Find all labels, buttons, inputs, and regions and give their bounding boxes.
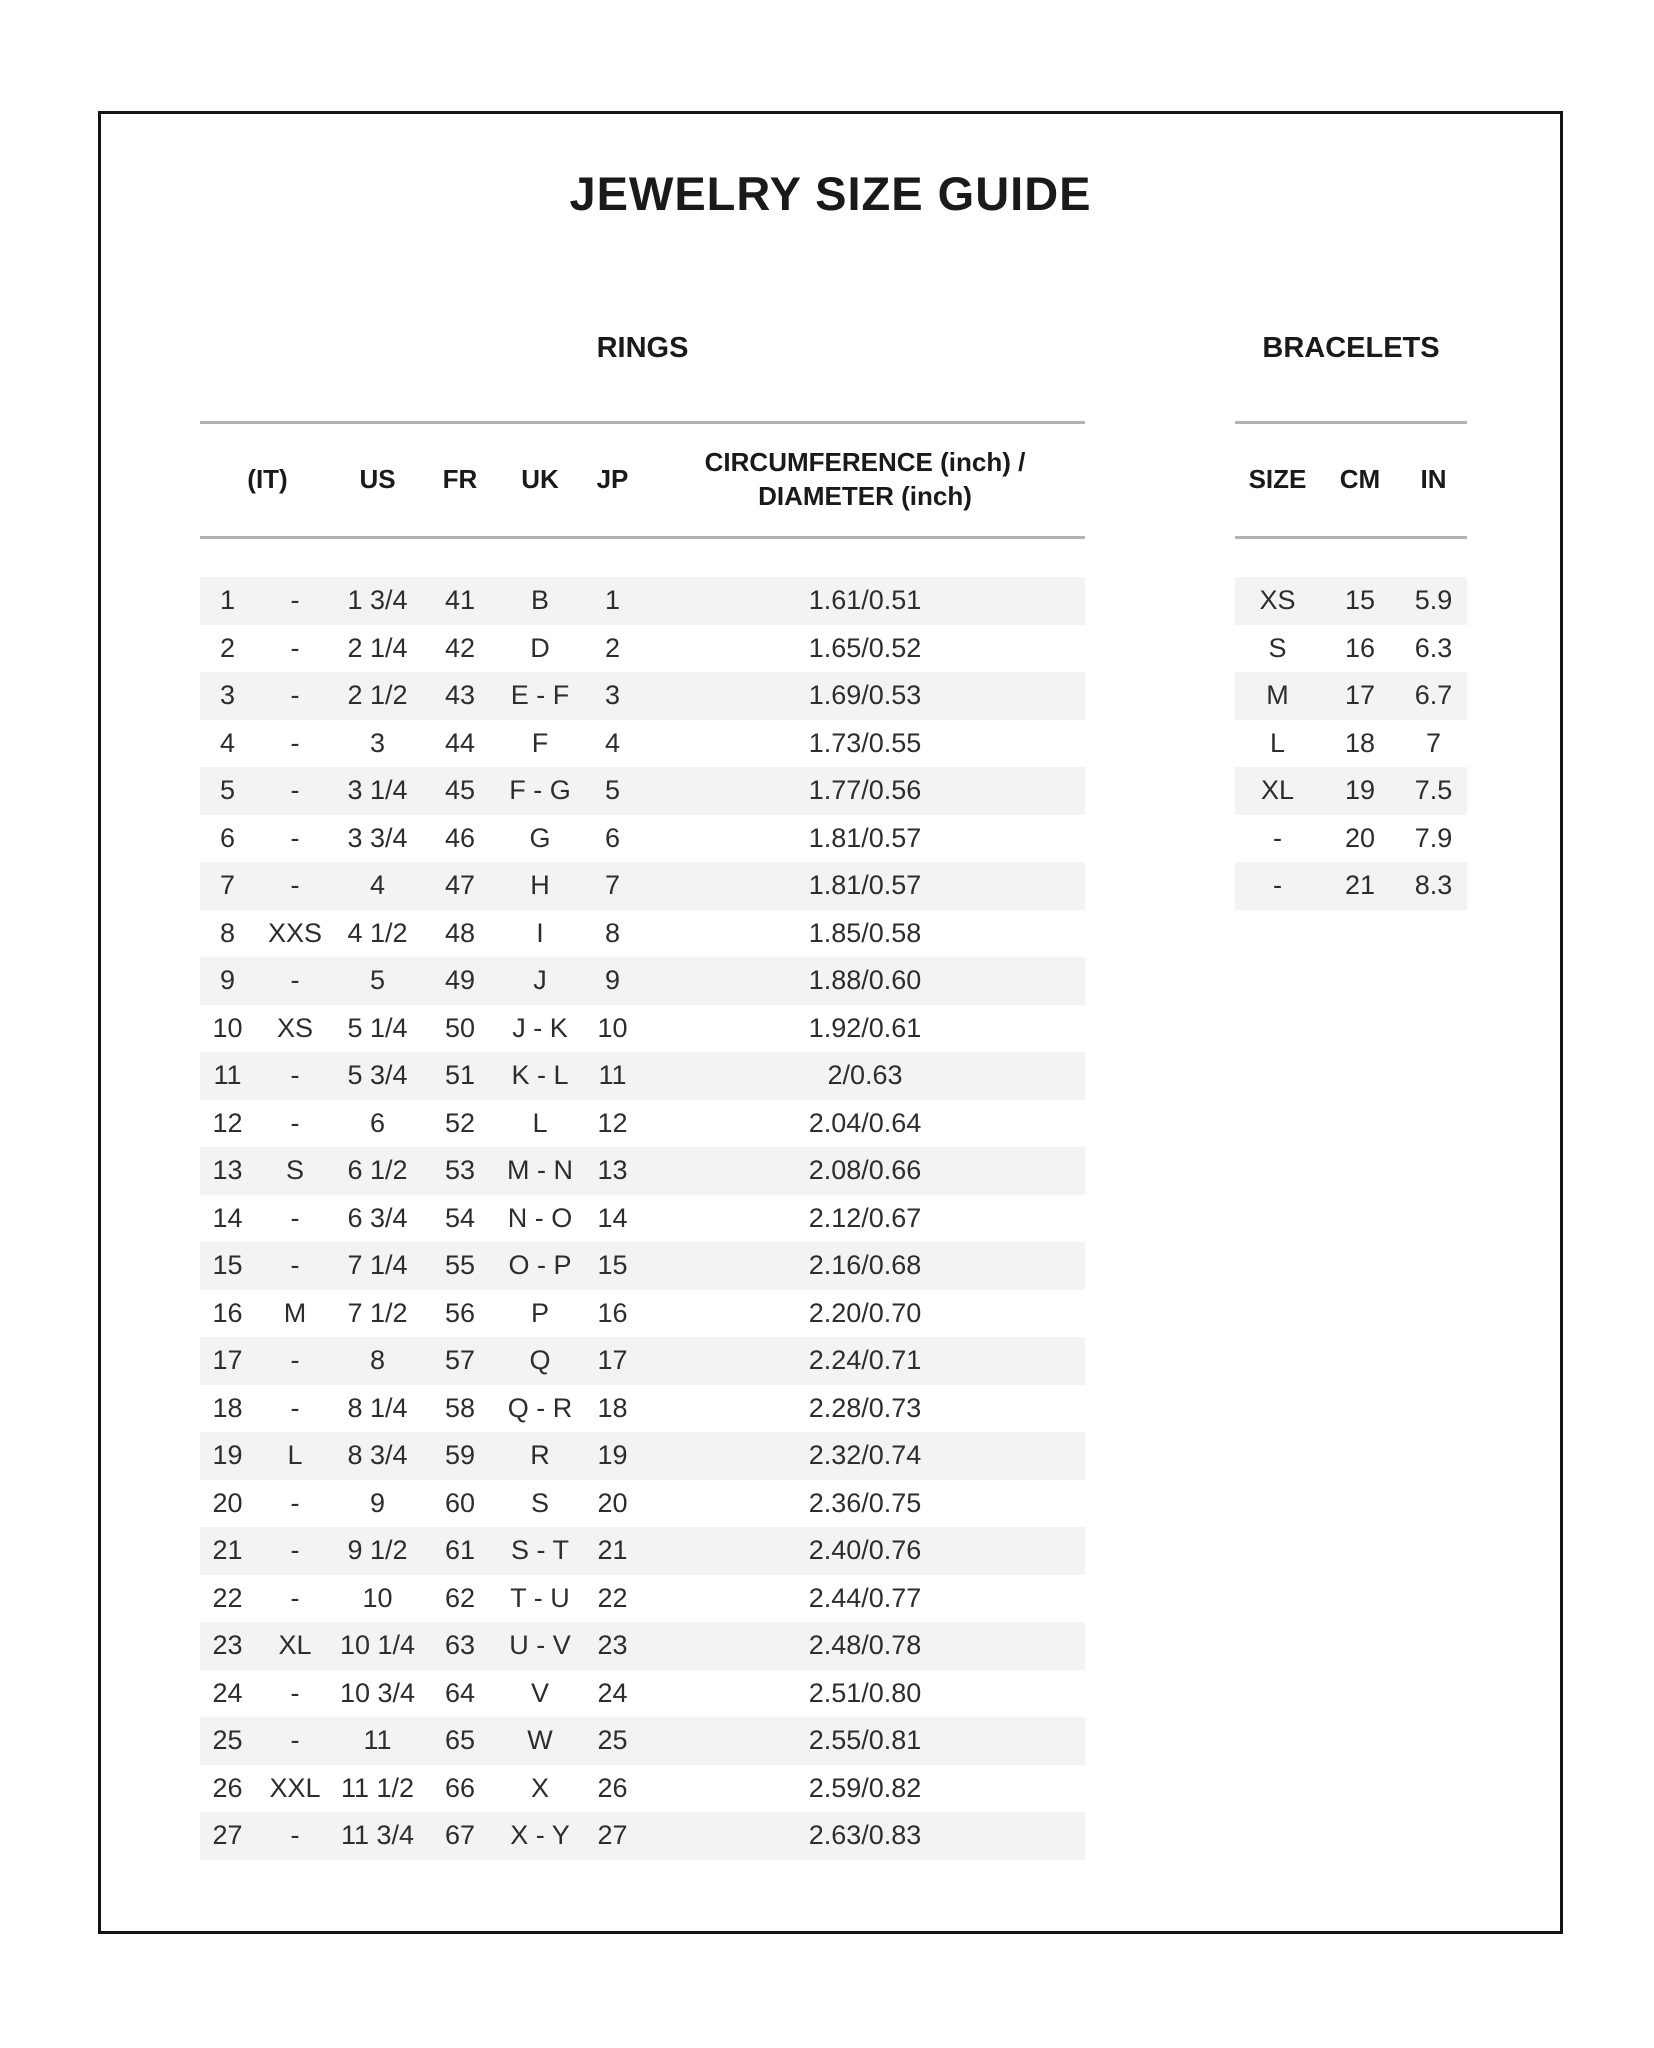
table-cell: 5: [604, 775, 621, 806]
table-cell: 57: [444, 1345, 476, 1376]
table-cell: 1.92/0.61: [808, 1012, 922, 1043]
bracelets-section-title: BRACELETS: [1262, 332, 1440, 364]
table-cell: -: [290, 1677, 300, 1708]
table-cell: T - U: [510, 1582, 570, 1613]
table-cell: 4: [369, 870, 386, 901]
ring-size-row: [200, 1052, 1085, 1100]
table-cell: 22: [212, 1582, 243, 1613]
table-cell: 13: [212, 1155, 243, 1186]
table-cell: 10: [212, 1012, 243, 1043]
table-cell: 11 3/4: [340, 1820, 415, 1851]
ring-size-row: [200, 1812, 1085, 1860]
ring-size-row: [200, 1717, 1085, 1765]
table-cell: 52: [444, 1107, 476, 1138]
table-cell: 6: [219, 822, 236, 853]
table-cell: 42: [444, 632, 476, 663]
table-cell: 45: [444, 775, 476, 806]
table-cell: -: [290, 727, 300, 758]
table-cell: E - F: [510, 680, 570, 711]
table-cell: 8 1/4: [347, 1392, 408, 1423]
ring-size-row: [200, 1575, 1085, 1623]
ring-size-row: [200, 1100, 1085, 1148]
table-cell: B: [530, 585, 549, 616]
table-cell: 18: [597, 1392, 628, 1423]
ring-size-row: [200, 720, 1085, 768]
table-cell: 7: [604, 870, 621, 901]
ring-size-row: [200, 577, 1085, 625]
ring-size-row: [200, 815, 1085, 863]
table-cell: 23: [212, 1630, 243, 1661]
table-cell: Q: [529, 1345, 551, 1376]
table-cell: 3 1/4: [347, 775, 408, 806]
table-cell: N - O: [507, 1202, 573, 1233]
rings-section-title: RINGS: [596, 332, 689, 364]
table-cell: -: [1273, 822, 1282, 853]
table-cell: -: [290, 1060, 300, 1091]
table-cell: 9 1/2: [347, 1535, 408, 1566]
table-cell: F - G: [509, 775, 571, 806]
table-cell: 8: [219, 917, 236, 948]
rings-col-header-circumference: CIRCUMFERENCE (inch) / DIAMETER (inch): [704, 447, 1026, 511]
table-cell: 6 3/4: [347, 1202, 408, 1233]
ring-size-row: [200, 1432, 1085, 1480]
table-cell: 26: [597, 1772, 628, 1803]
table-cell: 51: [444, 1060, 476, 1091]
table-cell: -: [290, 585, 300, 616]
table-cell: J - K: [512, 1012, 568, 1043]
table-cell: 1.73/0.55: [808, 727, 922, 758]
table-cell: 2.16/0.68: [808, 1250, 922, 1281]
table-cell: 6: [369, 1107, 386, 1138]
table-cell: 2.28/0.73: [808, 1392, 922, 1423]
table-cell: 54: [444, 1202, 476, 1233]
table-cell: 21: [1344, 870, 1376, 901]
table-cell: 27: [597, 1820, 628, 1851]
table-cell: S: [285, 1155, 304, 1186]
table-cell: 47: [444, 870, 476, 901]
table-cell: S: [1268, 632, 1287, 663]
bracelet-size-row: [1235, 862, 1467, 910]
table-cell: -: [290, 1535, 300, 1566]
table-cell: 21: [212, 1535, 243, 1566]
table-cell: 44: [444, 727, 476, 758]
bracelets-header-rule-bottom: [1235, 536, 1467, 539]
table-cell: 5: [219, 775, 236, 806]
table-cell: XS: [276, 1012, 314, 1043]
bracelets-body: [1235, 577, 1467, 910]
table-cell: D: [530, 632, 550, 663]
table-cell: P: [530, 1297, 549, 1328]
table-cell: 12: [212, 1107, 243, 1138]
rings-col-header-us: US: [359, 464, 396, 495]
table-cell: -: [290, 1725, 300, 1756]
table-cell: 58: [444, 1392, 476, 1423]
table-cell: 17: [1344, 680, 1376, 711]
table-cell: 16: [597, 1297, 628, 1328]
table-cell: 65: [444, 1725, 476, 1756]
table-cell: V: [530, 1677, 549, 1708]
table-cell: 12: [597, 1107, 628, 1138]
table-cell: XXL: [269, 1772, 321, 1803]
table-cell: 53: [444, 1155, 476, 1186]
table-cell: L: [287, 1440, 303, 1471]
table-cell: 13: [597, 1155, 628, 1186]
ring-size-row: [200, 910, 1085, 958]
table-cell: 19: [597, 1440, 628, 1471]
table-cell: 24: [212, 1677, 243, 1708]
table-cell: M: [1266, 680, 1289, 711]
table-cell: 2.44/0.77: [808, 1582, 922, 1613]
table-cell: 25: [212, 1725, 243, 1756]
table-cell: 41: [444, 585, 476, 616]
table-cell: -: [290, 1392, 300, 1423]
table-cell: 3 3/4: [347, 822, 408, 853]
table-cell: 17: [212, 1345, 243, 1376]
bracelet-size-row: [1235, 672, 1467, 720]
table-cell: M: [283, 1297, 307, 1328]
table-cell: 55: [444, 1250, 476, 1281]
table-cell: 20: [1344, 822, 1376, 853]
table-cell: 64: [444, 1677, 476, 1708]
table-cell: 49: [444, 965, 476, 996]
table-cell: 3: [219, 680, 236, 711]
table-cell: Q - R: [507, 1392, 573, 1423]
table-cell: 4 1/2: [347, 917, 408, 948]
page-title: JEWELRY SIZE GUIDE: [569, 167, 1092, 220]
table-cell: 2.48/0.78: [808, 1630, 922, 1661]
table-cell: 1: [604, 585, 621, 616]
table-cell: 10 1/4: [339, 1630, 416, 1661]
table-cell: S: [530, 1487, 549, 1518]
table-cell: 1.81/0.57: [808, 822, 922, 853]
table-cell: XL: [1260, 775, 1295, 806]
ring-size-row: [200, 1385, 1085, 1433]
table-cell: -: [290, 680, 300, 711]
bracelets-col-header-in: IN: [1420, 464, 1447, 495]
table-cell: -: [290, 822, 300, 853]
document-frame: [98, 111, 1563, 1934]
table-cell: 9: [369, 1487, 386, 1518]
rings-body: [200, 577, 1085, 1860]
ring-size-row: [200, 1005, 1085, 1053]
table-cell: 1.85/0.58: [808, 917, 922, 948]
table-cell: -: [290, 965, 300, 996]
table-cell: -: [290, 1582, 300, 1613]
table-cell: 11 1/2: [340, 1772, 415, 1803]
table-cell: 2: [219, 632, 236, 663]
table-cell: 2.51/0.80: [808, 1677, 922, 1708]
table-cell: 63: [444, 1630, 476, 1661]
table-cell: 11: [598, 1060, 627, 1091]
table-cell: L: [532, 1107, 548, 1138]
table-cell: 24: [597, 1677, 628, 1708]
table-cell: 14: [597, 1202, 628, 1233]
table-cell: 66: [444, 1772, 476, 1803]
table-cell: 2.63/0.83: [808, 1820, 922, 1851]
ring-size-row: [200, 1670, 1085, 1718]
table-cell: F: [531, 727, 549, 758]
table-cell: M - N: [507, 1155, 573, 1186]
table-cell: 15: [212, 1250, 243, 1281]
table-cell: 2.12/0.67: [808, 1202, 922, 1233]
table-cell: H: [530, 870, 550, 901]
table-cell: -: [290, 632, 300, 663]
table-cell: 7 1/2: [347, 1297, 408, 1328]
table-cell: 1.81/0.57: [808, 870, 922, 901]
table-cell: 59: [444, 1440, 476, 1471]
table-cell: 10 3/4: [339, 1677, 416, 1708]
table-cell: 7 1/4: [347, 1250, 408, 1281]
table-cell: XS: [1259, 585, 1296, 616]
ring-size-row: [200, 1765, 1085, 1813]
table-cell: 6.3: [1414, 632, 1453, 663]
table-cell: 43: [444, 680, 476, 711]
table-cell: XXS: [267, 917, 323, 948]
table-cell: X - Y: [510, 1820, 570, 1851]
table-cell: 60: [444, 1487, 476, 1518]
table-cell: 6: [604, 822, 621, 853]
table-cell: 2.04/0.64: [808, 1107, 922, 1138]
table-cell: X: [530, 1772, 549, 1803]
bracelet-size-row: [1235, 815, 1467, 863]
ring-size-row: [200, 957, 1085, 1005]
bracelets-col-header-size: SIZE: [1248, 464, 1307, 495]
bracelet-size-row: [1235, 625, 1467, 673]
table-cell: -: [290, 1487, 300, 1518]
table-cell: 50: [444, 1012, 476, 1043]
ring-size-row: [200, 625, 1085, 673]
table-cell: 8: [604, 917, 621, 948]
table-cell: 2.08/0.66: [808, 1155, 922, 1186]
rings-col-header-fr: FR: [442, 464, 478, 495]
table-cell: K - L: [511, 1060, 569, 1091]
table-cell: 67: [444, 1820, 476, 1851]
table-cell: 25: [597, 1725, 628, 1756]
table-cell: 2.24/0.71: [808, 1345, 922, 1376]
table-cell: -: [290, 1250, 300, 1281]
table-cell: 46: [444, 822, 476, 853]
table-cell: 15: [597, 1250, 628, 1281]
ring-size-row: [200, 1480, 1085, 1528]
table-cell: 3: [604, 680, 621, 711]
table-cell: 15: [1344, 585, 1376, 616]
table-cell: 1.61/0.51: [808, 585, 922, 616]
table-cell: 2.55/0.81: [808, 1725, 922, 1756]
table-cell: 20: [212, 1487, 243, 1518]
table-cell: 2 1/2: [347, 680, 408, 711]
table-cell: 1 3/4: [347, 585, 408, 616]
bracelets-col-header-cm: CM: [1339, 464, 1381, 495]
table-cell: 8 3/4: [347, 1440, 408, 1471]
table-cell: 16: [212, 1297, 243, 1328]
table-cell: U - V: [509, 1630, 571, 1661]
table-cell: 1.77/0.56: [808, 775, 922, 806]
table-cell: 62: [444, 1582, 476, 1613]
table-cell: 1.69/0.53: [808, 680, 922, 711]
rings-header-row: [200, 424, 1085, 536]
ring-size-row: [200, 862, 1085, 910]
table-cell: I: [536, 917, 544, 948]
table-cell: 21: [597, 1535, 628, 1566]
table-cell: 2.36/0.75: [808, 1487, 922, 1518]
table-cell: 18: [1344, 727, 1376, 758]
table-cell: 2.59/0.82: [808, 1772, 922, 1803]
table-cell: 7.9: [1414, 822, 1453, 853]
table-cell: -: [290, 1345, 300, 1376]
table-cell: 7: [219, 870, 236, 901]
rings-col-header-jp: JP: [596, 464, 629, 495]
ring-size-row: [200, 1195, 1085, 1243]
table-cell: 2: [604, 632, 621, 663]
table-cell: 2 1/4: [347, 632, 408, 663]
ring-size-row: [200, 1290, 1085, 1338]
table-cell: 16: [1344, 632, 1376, 663]
table-cell: 6 1/2: [347, 1155, 408, 1186]
table-cell: W: [527, 1725, 553, 1756]
table-cell: -: [290, 1820, 300, 1851]
table-cell: 7.5: [1414, 775, 1453, 806]
table-cell: 9: [604, 965, 621, 996]
table-cell: -: [1273, 870, 1282, 901]
table-cell: 5: [369, 965, 386, 996]
rings-header-rule-bottom: [200, 536, 1085, 539]
table-cell: G: [529, 822, 551, 853]
ring-size-row: [200, 767, 1085, 815]
table-cell: 5 3/4: [347, 1060, 408, 1091]
table-cell: L: [1269, 727, 1286, 758]
bracelets-header-row: [1235, 424, 1467, 536]
table-cell: 48: [444, 917, 476, 948]
ring-size-row: [200, 672, 1085, 720]
table-cell: 19: [1344, 775, 1376, 806]
table-cell: 26: [212, 1772, 243, 1803]
table-cell: 1: [219, 585, 236, 616]
table-cell: 2.40/0.76: [808, 1535, 922, 1566]
table-cell: 17: [597, 1345, 628, 1376]
table-cell: XL: [278, 1630, 312, 1661]
table-cell: 19: [212, 1440, 243, 1471]
table-cell: R: [530, 1440, 550, 1471]
table-cell: -: [290, 870, 300, 901]
bracelet-size-row: [1235, 767, 1467, 815]
table-cell: 2.20/0.70: [808, 1297, 922, 1328]
table-cell: 22: [597, 1582, 628, 1613]
rings-col-header-uk: UK: [521, 464, 559, 495]
table-cell: 14: [212, 1202, 243, 1233]
table-cell: 2.32/0.74: [808, 1440, 922, 1471]
ring-size-row: [200, 1337, 1085, 1385]
table-cell: 11: [363, 1725, 392, 1756]
table-cell: O - P: [508, 1250, 572, 1281]
bracelet-size-row: [1235, 720, 1467, 768]
ring-size-row: [200, 1147, 1085, 1195]
table-cell: 9: [219, 965, 236, 996]
table-cell: -: [290, 1202, 300, 1233]
rings-col-header-it: (IT): [247, 464, 288, 495]
table-cell: 8: [369, 1345, 386, 1376]
table-cell: 4: [219, 727, 236, 758]
table-cell: 10: [597, 1012, 628, 1043]
table-cell: 56: [444, 1297, 476, 1328]
ring-size-row: [200, 1527, 1085, 1575]
table-cell: 4: [604, 727, 621, 758]
table-cell: 5 1/4: [347, 1012, 408, 1043]
table-cell: 1.88/0.60: [808, 965, 922, 996]
table-cell: 10: [362, 1582, 393, 1613]
bracelet-size-row: [1235, 577, 1467, 625]
table-cell: 3: [369, 727, 386, 758]
table-cell: -: [290, 775, 300, 806]
table-cell: 18: [212, 1392, 243, 1423]
table-cell: 2/0.63: [827, 1060, 903, 1091]
table-cell: 23: [597, 1630, 628, 1661]
table-cell: 7: [1425, 727, 1442, 758]
table-cell: 6.7: [1414, 680, 1453, 711]
table-cell: 1.65/0.52: [808, 632, 922, 663]
table-cell: 5.9: [1414, 585, 1453, 616]
ring-size-row: [200, 1242, 1085, 1290]
table-cell: 20: [597, 1487, 628, 1518]
table-cell: 11: [213, 1060, 242, 1091]
table-cell: J: [533, 965, 547, 996]
table-cell: 27: [212, 1820, 243, 1851]
ring-size-row: [200, 1622, 1085, 1670]
table-cell: S - T: [510, 1535, 569, 1566]
table-cell: 8.3: [1414, 870, 1453, 901]
table-cell: 61: [444, 1535, 476, 1566]
table-cell: -: [290, 1107, 300, 1138]
